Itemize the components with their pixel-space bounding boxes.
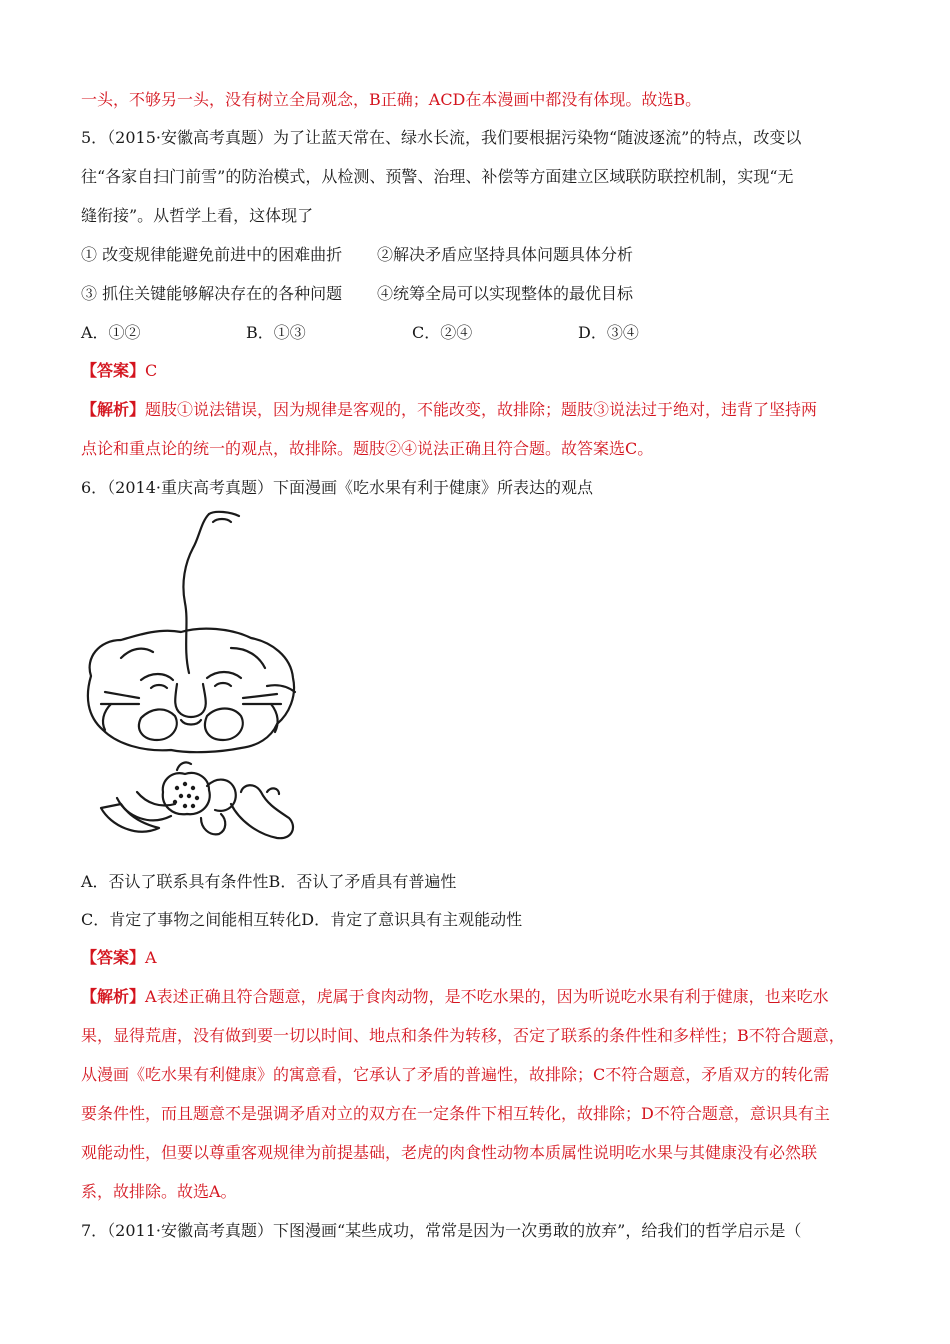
q5-items-row1	[81, 245, 633, 265]
q5-analysis-label: 【解析】	[81, 400, 146, 419]
q6-analysis-text1: A表述正确且符合题意，虎属于食肉动物，是不吃水果的，因为听说吃水果有利于健康，也来吃水	[145, 987, 829, 1006]
q6-answer	[81, 948, 157, 968]
q5-analysis-line2: 点论和重点论的统一的观点，故排除。题肢②④说法正确且符合题。故答案选C。	[81, 439, 654, 458]
q6-analysis-line2: 果，显得荒唐，没有做到要一切以时间、地点和条件为转移，否定了联系的条件性和多样性；B不符合题意，	[81, 1026, 845, 1045]
q5-answer-label: 【答案】	[81, 361, 146, 380]
q7-stem: 7．（2011·安徽高考真题）下图漫画“某些成功，常常是因为一次勇敢的放弃”，给我们的哲学启示是（	[81, 1221, 802, 1240]
q6-analysis-line4: 要条件性，而且题意不是强调矛盾对立的双方在一定条件下相互转化，故排除；D不符合题意，意识具有主	[81, 1104, 830, 1123]
q5-items-row2	[81, 284, 633, 304]
prev-explanation-tail: 一头，不够另一头，没有树立全局观念，B正确；ACD在本漫画中都没有体现。故选B。	[81, 90, 702, 109]
q6-options-ab: A．否认了联系具有条件性B．否认了矛盾具有普遍性	[81, 872, 457, 891]
q5-analysis-text1: 题肢①说法错误，因为规律是客观的，不能改变，故排除；题肢③说法过于绝对，违背了坚持两	[145, 400, 818, 419]
q6-answer-label: 【答案】	[81, 948, 146, 967]
q5-answer	[81, 361, 157, 381]
q5-stem-line3: 缝衔接”。从哲学上看，这体现了	[81, 206, 314, 225]
q6-analysis-line5: 观能动性，但要以尊重客观规律为前提基础，老虎的肉食性动物本质属性说明吃水果与其健康没有必然联	[81, 1143, 818, 1162]
q6-analysis-line3: 从漫画《吃水果有利健康》的寓意看，它承认了矛盾的普遍性，故排除；C不符合题意，矛盾双方的转化需	[81, 1065, 830, 1084]
q5-analysis-line1	[81, 400, 817, 420]
tiger-fruit-cartoon	[81, 508, 301, 853]
q6-stem: 6．（2014·重庆高考真题）下面漫画《吃水果有利于健康》所表达的观点	[81, 478, 593, 497]
q5-stem-line1: 5．（2015·安徽高考真题）为了让蓝天常在、绿水长流，我们要根据污染物“随波逐流”的特点，改变以	[81, 128, 802, 147]
q6-analysis-line6: 系，故排除。故选A。	[81, 1182, 237, 1201]
q5-option-a: A．①②	[81, 323, 141, 342]
q5-option-d: D．③④	[578, 323, 639, 342]
q5-option-c: C．②④	[412, 323, 473, 342]
q6-answer-value: A	[145, 948, 157, 967]
q5-item-4: ④统筹全局可以实现整体的最优目标	[377, 284, 634, 303]
q6-analysis-label: 【解析】	[81, 987, 146, 1006]
q5-item-1: ① 改变规律能避免前进中的困难曲折	[81, 245, 343, 264]
q5-options	[81, 323, 639, 343]
q6-analysis-line1	[81, 987, 829, 1007]
q6-options-cd: C．肯定了事物之间能相互转化D．肯定了意识具有主观能动性	[81, 910, 523, 929]
q5-option-b: B．①③	[246, 323, 306, 342]
q5-item-2: ②解决矛盾应坚持具体问题具体分析	[377, 245, 634, 264]
q5-item-3: ③ 抓住关键能够解决存在的各种问题	[81, 284, 343, 303]
q5-stem-line2: 往“各家自扫门前雪”的防治模式，从检测、预警、治理、补偿等方面建立区域联防联控机制，实现“无	[81, 167, 794, 186]
q5-answer-value: C	[145, 361, 158, 380]
